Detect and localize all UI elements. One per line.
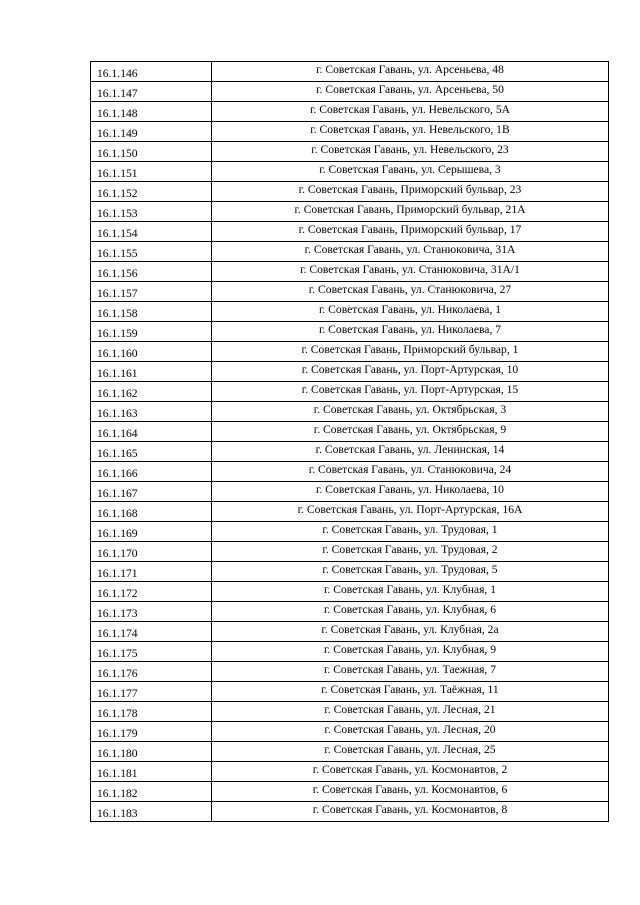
table-row bbox=[91, 182, 609, 202]
row-code-cell: 16.1.154 bbox=[91, 222, 212, 242]
table-row bbox=[91, 762, 609, 782]
row-code-cell: 16.1.150 bbox=[91, 142, 212, 162]
row-address-cell: г. Советская Гавань, ул. Порт-Артурская, 10 bbox=[212, 362, 609, 382]
row-address-cell: г. Советская Гавань, ул. Станюковича, 31А bbox=[212, 242, 609, 262]
row-code-cell: 16.1.148 bbox=[91, 102, 212, 122]
row-address-cell: г. Советская Гавань, ул. Николаева, 1 bbox=[212, 302, 609, 322]
table-row bbox=[91, 82, 609, 102]
row-code-cell: 16.1.181 bbox=[91, 762, 212, 782]
row-code-cell: 16.1.173 bbox=[91, 602, 212, 622]
table-row bbox=[91, 402, 609, 422]
row-code-cell: 16.1.171 bbox=[91, 562, 212, 582]
address-table bbox=[90, 61, 609, 822]
row-code-cell: 16.1.177 bbox=[91, 682, 212, 702]
table-row bbox=[91, 342, 609, 362]
table-row bbox=[91, 322, 609, 342]
row-address-cell: г. Советская Гавань, ул. Космонавтов, 2 bbox=[212, 762, 609, 782]
row-code-cell: 16.1.157 bbox=[91, 282, 212, 302]
table-row bbox=[91, 362, 609, 382]
table-row bbox=[91, 542, 609, 562]
row-address-cell: г. Советская Гавань, ул. Станюковича, 24 bbox=[212, 462, 609, 482]
row-address-cell: г. Советская Гавань, ул. Арсеньева, 48 bbox=[212, 62, 609, 82]
table-row bbox=[91, 682, 609, 702]
row-code-cell: 16.1.161 bbox=[91, 362, 212, 382]
table-row bbox=[91, 422, 609, 442]
table-row bbox=[91, 122, 609, 142]
row-address-cell: г. Советская Гавань, ул. Космонавтов, 8 bbox=[212, 802, 609, 822]
row-address-cell: г. Советская Гавань, ул. Николаева, 7 bbox=[212, 322, 609, 342]
table-row bbox=[91, 382, 609, 402]
row-address-cell: г. Советская Гавань, ул. Ленинская, 14 bbox=[212, 442, 609, 462]
row-code-cell: 16.1.155 bbox=[91, 242, 212, 262]
row-address-cell: г. Советская Гавань, ул. Арсеньева, 50 bbox=[212, 82, 609, 102]
table-row bbox=[91, 782, 609, 802]
table-row bbox=[91, 62, 609, 82]
table-row bbox=[91, 442, 609, 462]
row-code-cell: 16.1.158 bbox=[91, 302, 212, 322]
row-code-cell: 16.1.156 bbox=[91, 262, 212, 282]
row-address-cell: г. Советская Гавань, ул. Трудовая, 5 bbox=[212, 562, 609, 582]
table-row bbox=[91, 582, 609, 602]
row-code-cell: 16.1.176 bbox=[91, 662, 212, 682]
row-code-cell: 16.1.152 bbox=[91, 182, 212, 202]
row-address-cell: г. Советская Гавань, ул. Клубная, 9 bbox=[212, 642, 609, 662]
row-code-cell: 16.1.182 bbox=[91, 782, 212, 802]
row-address-cell: г. Советская Гавань, Приморский бульвар, 17 bbox=[212, 222, 609, 242]
row-address-cell: г. Советская Гавань, ул. Николаева, 10 bbox=[212, 482, 609, 502]
table-row bbox=[91, 262, 609, 282]
row-code-cell: 16.1.166 bbox=[91, 462, 212, 482]
row-code-cell: 16.1.162 bbox=[91, 382, 212, 402]
row-address-cell: г. Советская Гавань, ул. Октябрьская, 9 bbox=[212, 422, 609, 442]
table-row bbox=[91, 242, 609, 262]
row-code-cell: 16.1.146 bbox=[91, 62, 212, 82]
table-row bbox=[91, 622, 609, 642]
table-row bbox=[91, 522, 609, 542]
row-code-cell: 16.1.169 bbox=[91, 522, 212, 542]
row-address-cell: г. Советская Гавань, ул. Космонавтов, 6 bbox=[212, 782, 609, 802]
table-row bbox=[91, 722, 609, 742]
address-table-body bbox=[91, 62, 609, 822]
table-row bbox=[91, 202, 609, 222]
row-address-cell: г. Советская Гавань, ул. Трудовая, 2 bbox=[212, 542, 609, 562]
row-address-cell: г. Советская Гавань, Приморский бульвар, 21А bbox=[212, 202, 609, 222]
row-code-cell: 16.1.159 bbox=[91, 322, 212, 342]
row-code-cell: 16.1.174 bbox=[91, 622, 212, 642]
row-code-cell: 16.1.163 bbox=[91, 402, 212, 422]
table-row bbox=[91, 702, 609, 722]
row-address-cell: г. Советская Гавань, ул. Лесная, 25 bbox=[212, 742, 609, 762]
table-row bbox=[91, 482, 609, 502]
table-row bbox=[91, 162, 609, 182]
row-code-cell: 16.1.165 bbox=[91, 442, 212, 462]
row-code-cell: 16.1.168 bbox=[91, 502, 212, 522]
table-row bbox=[91, 282, 609, 302]
row-address-cell: г. Советская Гавань, ул. Серышева, 3 bbox=[212, 162, 609, 182]
table-row bbox=[91, 642, 609, 662]
row-address-cell: г. Советская Гавань, ул. Порт-Артурская, 15 bbox=[212, 382, 609, 402]
row-code-cell: 16.1.149 bbox=[91, 122, 212, 142]
table-row bbox=[91, 562, 609, 582]
row-code-cell: 16.1.151 bbox=[91, 162, 212, 182]
row-address-cell: г. Советская Гавань, ул. Таежная, 7 bbox=[212, 662, 609, 682]
table-row bbox=[91, 502, 609, 522]
row-address-cell: г. Советская Гавань, ул. Клубная, 2а bbox=[212, 622, 609, 642]
table-row bbox=[91, 602, 609, 622]
row-address-cell: г. Советская Гавань, ул. Станюковича, 27 bbox=[212, 282, 609, 302]
row-code-cell: 16.1.179 bbox=[91, 722, 212, 742]
table-row bbox=[91, 302, 609, 322]
row-address-cell: г. Советская Гавань, ул. Невельского, 23 bbox=[212, 142, 609, 162]
table-row bbox=[91, 102, 609, 122]
row-address-cell: г. Советская Гавань, ул. Невельского, 1В bbox=[212, 122, 609, 142]
row-code-cell: 16.1.147 bbox=[91, 82, 212, 102]
row-address-cell: г. Советская Гавань, ул. Трудовая, 1 bbox=[212, 522, 609, 542]
row-code-cell: 16.1.178 bbox=[91, 702, 212, 722]
row-address-cell: г. Советская Гавань, ул. Клубная, 6 bbox=[212, 602, 609, 622]
row-code-cell: 16.1.153 bbox=[91, 202, 212, 222]
table-row bbox=[91, 222, 609, 242]
row-address-cell: г. Советская Гавань, Приморский бульвар, 1 bbox=[212, 342, 609, 362]
row-address-cell: г. Советская Гавань, ул. Октябрьская, 3 bbox=[212, 402, 609, 422]
row-address-cell: г. Советская Гавань, ул. Порт-Артурская, 16А bbox=[212, 502, 609, 522]
row-code-cell: 16.1.172 bbox=[91, 582, 212, 602]
table-row bbox=[91, 142, 609, 162]
row-code-cell: 16.1.167 bbox=[91, 482, 212, 502]
table-row bbox=[91, 662, 609, 682]
row-code-cell: 16.1.160 bbox=[91, 342, 212, 362]
row-code-cell: 16.1.170 bbox=[91, 542, 212, 562]
table-row bbox=[91, 802, 609, 822]
row-address-cell: г. Советская Гавань, ул. Таёжная, 11 bbox=[212, 682, 609, 702]
table-row bbox=[91, 462, 609, 482]
row-code-cell: 16.1.180 bbox=[91, 742, 212, 762]
table-row bbox=[91, 742, 609, 762]
row-address-cell: г. Советская Гавань, Приморский бульвар, 23 bbox=[212, 182, 609, 202]
row-code-cell: 16.1.175 bbox=[91, 642, 212, 662]
row-address-cell: г. Советская Гавань, ул. Лесная, 21 bbox=[212, 702, 609, 722]
row-code-cell: 16.1.164 bbox=[91, 422, 212, 442]
row-address-cell: г. Советская Гавань, ул. Невельского, 5А bbox=[212, 102, 609, 122]
row-address-cell: г. Советская Гавань, ул. Лесная, 20 bbox=[212, 722, 609, 742]
row-address-cell: г. Советская Гавань, ул. Станюковича, 31А/1 bbox=[212, 262, 609, 282]
row-code-cell: 16.1.183 bbox=[91, 802, 212, 822]
row-address-cell: г. Советская Гавань, ул. Клубная, 1 bbox=[212, 582, 609, 602]
